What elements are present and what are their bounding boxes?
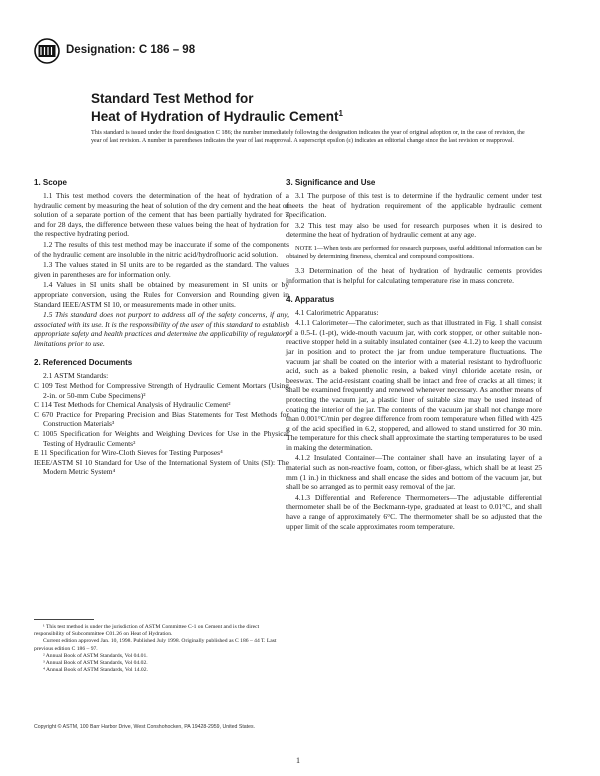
document-title: [91, 91, 343, 124]
footnotes: [34, 619, 289, 674]
paragraph-1-1: 1.1 This test method covers the determination of the heat of hydration of a hydraulic cement by measuring the heat of solution of the dry cement and the heat of solution of a separate portion of the cement that has been partially hydrated for 7 and for 28 days, the difference between these values being the heat of hydration for the respective hydrating period.: [34, 191, 289, 239]
section-heading-significance: 3. Significance and Use: [286, 178, 376, 187]
paragraph-4-1-1: 4.1.1 Calorimeter—The calorimeter, such as that illustrated in Fig. 1 shall consist of a 0.5-L (1-pt), wide-mouth vacuum jar, with cork stopper, or other suitable non-reactive stopper held in a suitably insulated container (see 4.1.2) to keep the vacuum jar in position and to protect the jar from undue temperature fluctuations. The vacuum jar shall be coated on the interior with a material resistant to hydrofluoric acid, such as a baked phenolic resin, a baked vinyl chloride acetate resin, or beeswax. The acid-resistant coating shall be intact and free of cracks at all times; it shall be examined frequently and renewed whenever necessary. As another means of protecting the vacuum jar, a plastic liner of suitable size may be used instead of coating the interior of the jar. The contents of the vacuum jar shall not change more than 0.001°C/min per degree difference from room temperature when filled with 425 g of the acid specified in 6.2, stoppered, and allowed to stand unstirred for 30 min. The temperature for this check shall approximate the starting temperatures to be used in making the determination.: [286, 318, 542, 452]
paragraph-4-1-3: 4.1.3 Differential and Reference Thermometers—The adjustable differential thermometer shall be of the Beckmann-type, graduated at least to 0.01°C, and shall have a range of approximately 6°C. The thermometer shall be so adjusted that the upper limit of the scale approximates room temperature.: [286, 492, 542, 531]
section-heading-apparatus: 4. Apparatus: [286, 294, 335, 304]
paragraph-1-2: 1.2 The results of this test method may be inaccurate if some of the components of the hydraulic cement are insoluble in the nitric acid/hydrofluoric acid solution.: [34, 239, 289, 259]
paragraph-4-1: 4.1 Calorimetric Apparatus:: [295, 307, 379, 317]
title-line-2: Heat of Hydration of Hydraulic Cement$^1$: [91, 109, 343, 124]
footnote-3: ³ Annual Book of ASTM Standards, Vol 04.02.: [43, 660, 148, 667]
paragraph-3-3: 3.3 Determination of the heat of hydration of hydraulic cements provides information that is helpful for calculating temperature rise in mass concrete.: [286, 266, 542, 285]
page-number: 1: [296, 756, 300, 765]
reference-item: IEEE/ASTM SI 10 Standard for Use of the International System of Units (SI): The Modern Metric System⁴: [34, 457, 289, 477]
paragraph-4-1-2: 4.1.2 Insulated Container—The container shall have an insulating layer of a material such as non-reactive foam, cotton, or fiber-glass, which shall be at least 25 mm (1 in.) in thickness and shall encase the sides and bottom of the vacuum jar, but shall be so arranged as to permit easy removal of the jar.: [286, 453, 542, 492]
title-footnote-mark: 1: [338, 109, 343, 118]
section-heading-scope: 1. Scope: [34, 178, 67, 187]
right-column: [286, 178, 542, 532]
footnote-4: ⁴ Annual Book of ASTM Standards, Vol 14.02.: [43, 667, 148, 674]
footnote-1-edition: Current edition approved Jan. 10, 1998. Published July 1998. Originally published as C 186 – 44 T. Last previous edition C 186 – 97.: [34, 638, 277, 652]
reference-item: E 11 Specification for Wire-Cloth Sieves for Testing Purposes⁴: [34, 448, 223, 458]
footnote-2: ² Annual Book of ASTM Standards, Vol 04.01.: [43, 652, 148, 659]
note-1: NOTE 1—When tests are performed for research purposes, useful additional information can be obtained by determining fineness, chemical and compound compositions.: [286, 244, 542, 261]
paragraph-2-1: 2.1 ASTM Standards:: [43, 370, 109, 380]
astm-logo-icon: [34, 38, 60, 64]
paragraph-3-1: 3.1 The purpose of this test is to determine if the hydraulic cement under test meets the heat of hydration requirement of the applicable hydraulic cement specification.: [286, 191, 542, 220]
paragraph-1-4: 1.4 Values in SI units shall be obtained by measurement in SI units or by appropriate conversion, using the Rules for Conversion and Rounding given in Standard IEEE/ASTM SI 10, or measurements made in other units.: [34, 280, 289, 309]
designation: Designation: C 186 – 98: [66, 44, 196, 56]
footnote-divider: [34, 619, 94, 620]
left-column: [34, 178, 289, 477]
title-line-1: Standard Test Method for: [91, 91, 254, 106]
paragraph-3-2: 3.2 This test may also be used for research purposes when it is desired to determine the heat of hydration of hydraulic cement at any age.: [286, 220, 542, 240]
reference-item: C 1005 Specification for Weights and Weighing Devices for Use in the Physical Testing of Hydraulic Cements²: [34, 429, 289, 448]
reference-item: C 670 Practice for Preparing Precision and Bias Statements for Test Methods for Construction Materials³: [34, 409, 289, 429]
section-heading-referenced-documents: 2. Referenced Documents: [34, 357, 133, 367]
reference-item: C 114 Test Methods for Chemical Analysis of Hydraulic Cement²: [34, 400, 231, 410]
paragraph-1-3: 1.3 The values stated in SI units are to be regarded as the standard. The values given in parentheses are for information only.: [34, 260, 289, 279]
issuance-note: This standard is issued under the fixed designation C 186; the number immediately following the designation indicates the year of original adoption or, in the case of revision, the year of last revision. A number in parentheses indicates the year of last reapproval. A superscript epsilon (ε) indicates an editorial change since the last revision or reapproval.: [91, 130, 525, 145]
copyright-line: Copyright © ASTM, 100 Barr Harbor Drive, West Conshohocken, PA 19428-2959, United States.: [34, 724, 256, 730]
reference-item: C 109 Test Method for Compressive Strength of Hydraulic Cement Mortars (Using 2-in. or 50-mm Cube Specimens)²: [34, 381, 289, 400]
paragraph-1-5: 1.5 This standard does not purport to address all of the safety concerns, if any, associated with its use. It is the responsibility of the user of this standard to establish appropriate safety and health practices and determine the applicability of regulatory limitations prior to use.: [34, 310, 289, 348]
footnote-1: ¹ This test method is under the jurisdiction of ASTM Committee C-1 on Cement and is the direct responsibility of Subcommittee C01.26 on Heat of Hydration.: [34, 624, 260, 638]
